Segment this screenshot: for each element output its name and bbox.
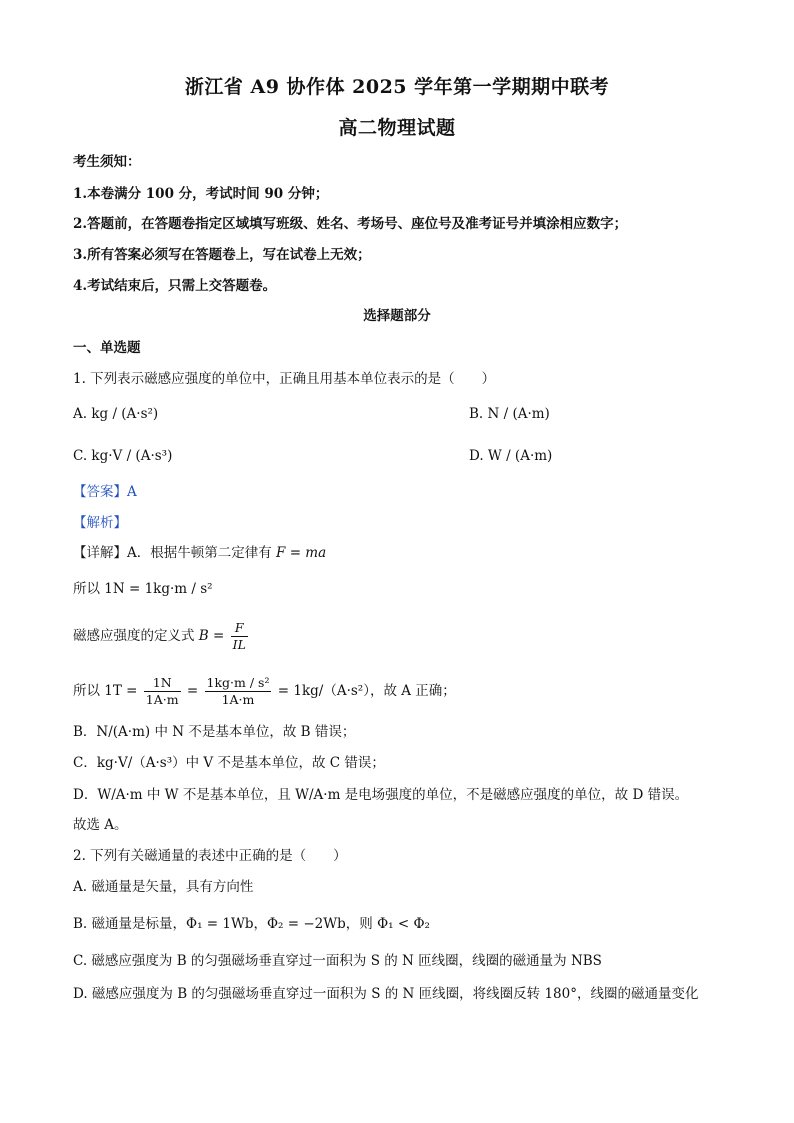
q1-options-row-2 xyxy=(73,446,764,466)
q1-analysis-label: 【解析】 xyxy=(73,515,127,531)
q1-detail-7: D．W/A·m 中 W 不是基本单位，且 W/A·m 是电场强度的单位，不是磁感应强度的单位，故 D 错误。 xyxy=(73,787,689,803)
q1-detail-4-equals: = xyxy=(186,683,199,699)
q1-detail-3-text: 磁感应强度的定义式 xyxy=(73,628,195,644)
q1-conclusion: 故选 A。 xyxy=(73,817,128,833)
notice-item-1: 1.本卷满分 100 分，考试时间 90 分钟； xyxy=(73,186,329,202)
fraction-numerator: 1kg·m / s² xyxy=(206,675,270,690)
notice-item-3: 3.所有答案必须写在答题卷上，写在试卷上无效； xyxy=(73,247,371,263)
q1-detail-1 xyxy=(73,543,764,563)
q2-option-b: B. 磁通量是标量，Φ₁ = 1Wb，Φ₂ = −2Wb，则 Φ₁ < Φ₂ xyxy=(73,916,430,932)
q1-detail-1-formula: F = ma xyxy=(276,545,327,561)
q1-detail-3-lhs: B = xyxy=(198,628,225,644)
section-part-title: 选择题部分 xyxy=(363,308,431,324)
q2-option-a: A. 磁通量是矢量，具有方向性 xyxy=(73,879,254,895)
q1-answer: 【答案】A xyxy=(73,484,137,500)
q1-detail-4-fraction-2 xyxy=(205,675,272,708)
q2-option-d: D. 磁感应强度为 B 的匀强磁场垂直穿过一面积为 S 的 N 匝线圈，将线圈反转 180°，线圈的磁通量变化 xyxy=(73,986,699,1002)
q1-detail-5: B．N/(A·m) 中 N 不是基本单位，故 B 错误； xyxy=(73,724,356,740)
notice-heading: 考生须知： xyxy=(73,154,141,170)
q1-detail-4-suffix: = 1kg/（A·s²），故 A 正确； xyxy=(277,683,456,699)
q1-option-a: A. kg / (A·s²) xyxy=(73,406,159,422)
fraction-numerator: F xyxy=(231,620,248,637)
fraction-denominator: 1A·m xyxy=(221,692,255,707)
section-heading: 一、单选题 xyxy=(73,340,141,356)
fraction-denominator: IL xyxy=(232,637,246,652)
notice-item-2: 2.答题前，在答题卷指定区域填写班级、姓名、考场号、座位号及准考证号并填涂相应数字； xyxy=(73,216,628,232)
q1-detail-6: C．kg·V/（A·s³）中 V 不是基本单位，故 C 错误； xyxy=(73,755,385,771)
q2-option-c: C. 磁感应强度为 B 的匀强磁场垂直穿过一面积为 S 的 N 匝线圈，线圈的磁通量为 NBS xyxy=(73,953,602,969)
q1-detail-1-text: 【详解】A．根据牛顿第二定律有 xyxy=(73,545,272,561)
q1-detail-3-fraction xyxy=(231,620,248,653)
notice-item-4: 4.考试结束后，只需上交答题卷。 xyxy=(73,278,277,294)
fraction-denominator: 1A·m xyxy=(145,692,179,707)
q1-detail-4-prefix: 所以 1T = xyxy=(73,683,138,699)
q1-detail-2: 所以 1N = 1kg·m / s² xyxy=(73,581,213,597)
fraction-numerator: 1N xyxy=(144,675,181,692)
q1-option-b: B. N / (A·m) xyxy=(469,406,550,422)
q1-stem: 1. 下列表示磁感应强度的单位中，正确且用基本单位表示的是（ ） xyxy=(73,371,496,387)
q1-detail-4-fraction-1 xyxy=(144,675,181,708)
q1-detail-3 xyxy=(73,620,764,653)
q2-stem: 2. 下列有关磁通量的表述中正确的是（ ） xyxy=(73,848,347,864)
q1-detail-4 xyxy=(73,675,764,708)
exam-title: 浙江省 A9 协作体 2025 学年第一学期期中联考 xyxy=(184,76,610,98)
q1-option-d: D. W / (A·m) xyxy=(469,448,553,464)
exam-subtitle: 高二物理试题 xyxy=(338,117,456,139)
q1-option-c: C. kg·V / (A·s³) xyxy=(73,448,173,464)
q1-options-row-1 xyxy=(73,404,764,424)
